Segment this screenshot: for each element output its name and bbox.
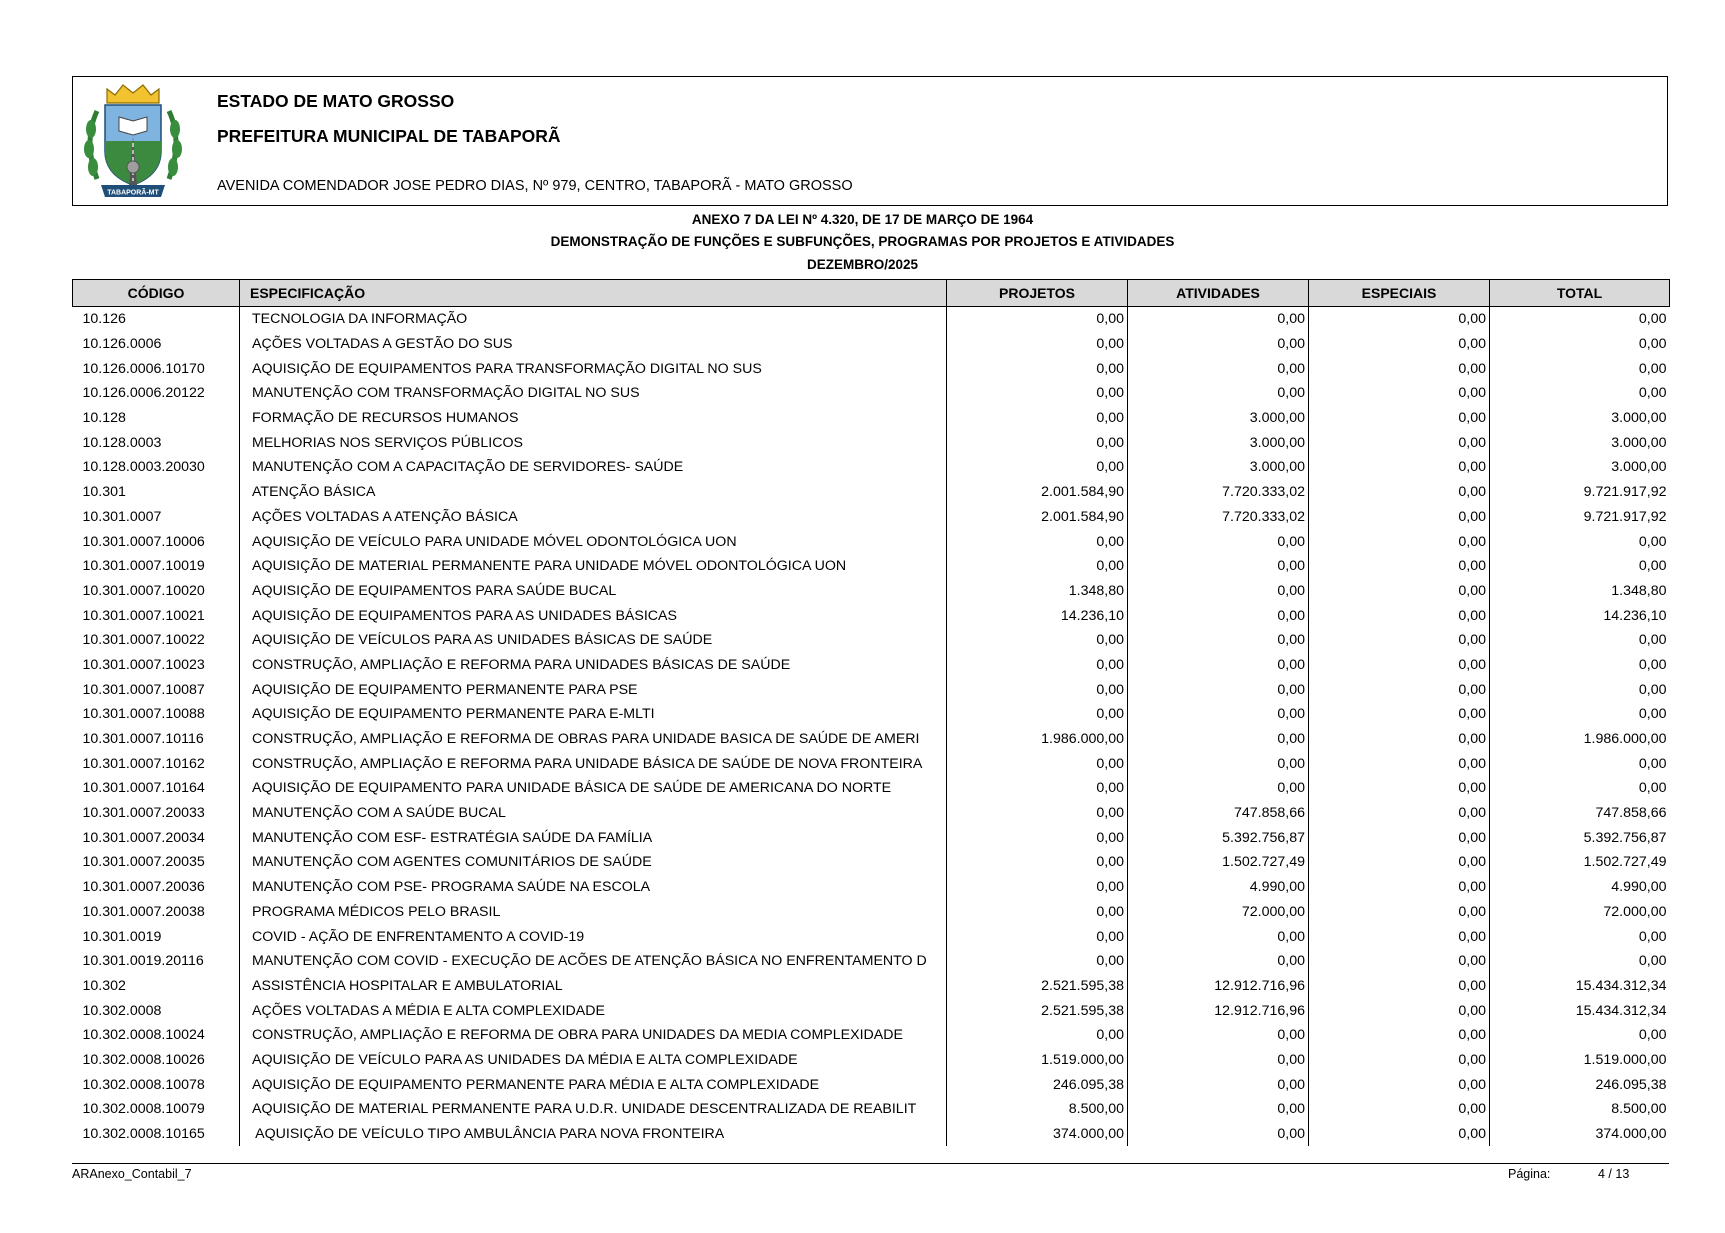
cell-total: 0,00 bbox=[1638, 755, 1667, 772]
table-row bbox=[73, 1122, 1670, 1147]
cell-activities: 3.000,00 bbox=[1128, 430, 1309, 455]
table-row bbox=[73, 727, 1670, 752]
state-name: ESTADO DE MATO GROSSO bbox=[217, 91, 455, 111]
table-row bbox=[73, 430, 1670, 455]
table-row bbox=[73, 1097, 1670, 1122]
cell-code: 10.301.0007.10023 bbox=[73, 653, 240, 678]
cell-code: 10.302.0008.10079 bbox=[73, 1097, 240, 1122]
cell-code: 10.301.0007.10088 bbox=[73, 702, 240, 727]
column-header-specification: ESPECIFICAÇÃO bbox=[240, 280, 947, 307]
cell-projects: 1.348,80 bbox=[947, 579, 1128, 604]
table-row bbox=[73, 850, 1670, 875]
table-row bbox=[73, 603, 1670, 628]
cell-activities: 0,00 bbox=[1128, 628, 1309, 653]
table-row bbox=[73, 677, 1670, 702]
cell-code: 10.301.0007.10019 bbox=[73, 554, 240, 579]
cell-special: 0,00 bbox=[1309, 875, 1490, 900]
cell-total: 0,00 bbox=[1638, 681, 1667, 698]
cell-code: 10.302.0008.10024 bbox=[73, 1023, 240, 1048]
cell-special: 0,00 bbox=[1309, 529, 1490, 554]
cell-projects: 0,00 bbox=[947, 356, 1128, 381]
cell-total: 3.000,00 bbox=[1611, 410, 1667, 427]
cell-projects: 0,00 bbox=[947, 850, 1128, 875]
table-row bbox=[73, 900, 1670, 925]
cell-activities: 0,00 bbox=[1128, 603, 1309, 628]
table-row bbox=[73, 332, 1670, 357]
municipal-coat-of-arms-icon bbox=[79, 81, 187, 201]
logo-banner-text: TABAPORÃ-MT bbox=[107, 189, 159, 197]
cell-code: 10.301.0007.10006 bbox=[73, 529, 240, 554]
cell-activities: 0,00 bbox=[1128, 1122, 1309, 1147]
cell-projects: 0,00 bbox=[947, 307, 1128, 332]
cell-activities: 0,00 bbox=[1128, 924, 1309, 949]
table-row bbox=[73, 825, 1670, 850]
cell-projects: 0,00 bbox=[947, 677, 1128, 702]
cell-specification: TECNOLOGIA DA INFORMAÇÃO bbox=[240, 307, 947, 332]
cell-special: 0,00 bbox=[1309, 974, 1490, 999]
cell-code: 10.301.0019 bbox=[73, 924, 240, 949]
cell-activities: 0,00 bbox=[1128, 727, 1309, 752]
cell-specification: AQUISIÇÃO DE VEÍCULOS PARA AS UNIDADES BÁSICAS DE SAÚDE bbox=[240, 628, 947, 653]
cell-specification: MELHORIAS NOS SERVIÇOS PÚBLICOS bbox=[240, 430, 947, 455]
table-header-row bbox=[73, 280, 1670, 307]
cell-special: 0,00 bbox=[1309, 1122, 1490, 1147]
cell-code: 10.301.0007.10116 bbox=[73, 727, 240, 752]
column-header-special: ESPECIAIS bbox=[1309, 280, 1490, 307]
cell-special: 0,00 bbox=[1309, 1072, 1490, 1097]
cell-total: 1.502.727,49 bbox=[1583, 854, 1667, 871]
cell-projects: 0,00 bbox=[947, 776, 1128, 801]
column-header-total: TOTAL bbox=[1490, 280, 1670, 307]
cell-specification: CONSTRUÇÃO, AMPLIAÇÃO E REFORMA DE OBRAS PARA UNIDADE BASICA DE SAÚDE DE AMERI bbox=[240, 727, 947, 752]
cell-code: 10.128 bbox=[73, 406, 240, 431]
cell-specification: AQUISIÇÃO DE MATERIAL PERMANENTE PARA UNIDADE MÓVEL ODONTOLÓGICA UON bbox=[240, 554, 947, 579]
table-row bbox=[73, 949, 1670, 974]
cell-specification: MANUTENÇÃO COM COVID - EXECUÇÃO DE ACÕES DE ATENÇÃO BÁSICA NO ENFRENTAMENTO D bbox=[240, 949, 947, 974]
cell-projects: 0,00 bbox=[947, 702, 1128, 727]
cell-special: 0,00 bbox=[1309, 1023, 1490, 1048]
cell-total: 14.236,10 bbox=[1603, 607, 1667, 624]
cell-specification: AQUISIÇÃO DE VEÍCULO TIPO AMBULÂNCIA PARA NOVA FRONTEIRA bbox=[240, 1122, 947, 1147]
prefecture-name: PREFEITURA MUNICIPAL DE TABAPORÃ bbox=[217, 126, 561, 146]
cell-code: 10.301.0007.10162 bbox=[73, 751, 240, 776]
cell-code: 10.301.0007 bbox=[73, 505, 240, 530]
cell-projects: 246.095,38 bbox=[947, 1072, 1128, 1097]
cell-code: 10.301.0007.20036 bbox=[73, 875, 240, 900]
cell-code: 10.301.0007.20034 bbox=[73, 825, 240, 850]
cell-code: 10.128.0003 bbox=[73, 430, 240, 455]
cell-special: 0,00 bbox=[1309, 825, 1490, 850]
footer-divider bbox=[72, 1163, 1669, 1164]
cell-special: 0,00 bbox=[1309, 702, 1490, 727]
cell-specification: MANUTENÇÃO COM TRANSFORMAÇÃO DIGITAL NO SUS bbox=[240, 381, 947, 406]
cell-projects: 2.521.595,38 bbox=[947, 998, 1128, 1023]
cell-code: 10.301.0007.10022 bbox=[73, 628, 240, 653]
cell-activities: 0,00 bbox=[1128, 776, 1309, 801]
table-row bbox=[73, 924, 1670, 949]
table-row bbox=[73, 1023, 1670, 1048]
cell-specification: ASSISTÊNCIA HOSPITALAR E AMBULATORIAL bbox=[240, 974, 947, 999]
table-row bbox=[73, 307, 1670, 332]
prefecture-address: AVENIDA COMENDADOR JOSE PEDRO DIAS, Nº 979, CENTRO, TABAPORÃ - MATO GROSSO bbox=[217, 178, 853, 194]
cell-specification: COVID - AÇÃO DE ENFRENTAMENTO A COVID-19 bbox=[240, 924, 947, 949]
cell-total: 0,00 bbox=[1638, 558, 1667, 575]
cell-code: 10.302.0008.10165 bbox=[73, 1122, 240, 1147]
cell-activities: 0,00 bbox=[1128, 1072, 1309, 1097]
cell-activities: 3.000,00 bbox=[1128, 406, 1309, 431]
cell-total: 0,00 bbox=[1638, 336, 1667, 353]
cell-activities: 0,00 bbox=[1128, 381, 1309, 406]
cell-special: 0,00 bbox=[1309, 801, 1490, 826]
table-row bbox=[73, 653, 1670, 678]
cell-total: 3.000,00 bbox=[1611, 434, 1667, 451]
cell-activities: 3.000,00 bbox=[1128, 455, 1309, 480]
cell-activities: 7.720.333,02 bbox=[1128, 505, 1309, 530]
cell-activities: 0,00 bbox=[1128, 1097, 1309, 1122]
cell-total: 0,00 bbox=[1638, 385, 1667, 402]
cell-special: 0,00 bbox=[1309, 900, 1490, 925]
cell-total: 0,00 bbox=[1638, 953, 1667, 970]
cell-projects: 1.519.000,00 bbox=[947, 1048, 1128, 1073]
cell-specification: FORMAÇÃO DE RECURSOS HUMANOS bbox=[240, 406, 947, 431]
page-label: Página: bbox=[1508, 1167, 1551, 1181]
cell-specification: CONSTRUÇÃO, AMPLIAÇÃO E REFORMA DE OBRA PARA UNIDADES DA MEDIA COMPLEXIDADE bbox=[240, 1023, 947, 1048]
cell-specification: AÇÕES VOLTADAS A GESTÃO DO SUS bbox=[240, 332, 947, 357]
table-row bbox=[73, 875, 1670, 900]
cell-activities: 747.858,66 bbox=[1128, 801, 1309, 826]
cell-special: 0,00 bbox=[1309, 998, 1490, 1023]
cell-projects: 0,00 bbox=[947, 1023, 1128, 1048]
table-row bbox=[73, 801, 1670, 826]
cell-special: 0,00 bbox=[1309, 332, 1490, 357]
cell-specification: MANUTENÇÃO COM A SAÚDE BUCAL bbox=[240, 801, 947, 826]
cell-code: 10.301.0007.10021 bbox=[73, 603, 240, 628]
cell-code: 10.126.0006.10170 bbox=[73, 356, 240, 381]
cell-activities: 12.912.716,96 bbox=[1128, 974, 1309, 999]
cell-specification: AQUISIÇÃO DE EQUIPAMENTO PERMANENTE PARA PSE bbox=[240, 677, 947, 702]
cell-specification: AQUISIÇÃO DE EQUIPAMENTO PERMANENTE PARA MÉDIA E ALTA COMPLEXIDADE bbox=[240, 1072, 947, 1097]
cell-specification: MANUTENÇÃO COM A CAPACITAÇÃO DE SERVIDORES- SAÚDE bbox=[240, 455, 947, 480]
cell-total: 246.095,38 bbox=[1595, 1076, 1667, 1093]
cell-projects: 0,00 bbox=[947, 455, 1128, 480]
cell-special: 0,00 bbox=[1309, 430, 1490, 455]
document-header bbox=[72, 76, 1668, 206]
cell-total: 0,00 bbox=[1638, 360, 1667, 377]
cell-projects: 2.001.584,90 bbox=[947, 480, 1128, 505]
cell-total: 3.000,00 bbox=[1611, 459, 1667, 476]
cell-activities: 7.720.333,02 bbox=[1128, 480, 1309, 505]
cell-special: 0,00 bbox=[1309, 603, 1490, 628]
cell-activities: 0,00 bbox=[1128, 554, 1309, 579]
report-title-description: DEMONSTRAÇÃO DE FUNÇÕES E SUBFUNÇÕES, PROGRAMAS POR PROJETOS E ATIVIDADES bbox=[550, 234, 1175, 249]
cell-projects: 0,00 bbox=[947, 381, 1128, 406]
cell-projects: 0,00 bbox=[947, 924, 1128, 949]
cell-projects: 0,00 bbox=[947, 529, 1128, 554]
cell-special: 0,00 bbox=[1309, 628, 1490, 653]
report-name: ARAnexo_Contabil_7 bbox=[72, 1167, 192, 1181]
table-row bbox=[73, 381, 1670, 406]
cell-special: 0,00 bbox=[1309, 1097, 1490, 1122]
cell-code: 10.128.0003.20030 bbox=[73, 455, 240, 480]
table-row bbox=[73, 702, 1670, 727]
functions-table bbox=[72, 279, 1670, 1146]
cell-activities: 1.502.727,49 bbox=[1128, 850, 1309, 875]
cell-specification: AÇÕES VOLTADAS A ATENÇÃO BÁSICA bbox=[240, 505, 947, 530]
cell-specification: AQUISIÇÃO DE EQUIPAMENTOS PARA SAÚDE BUCAL bbox=[240, 579, 947, 604]
cell-code: 10.302 bbox=[73, 974, 240, 999]
cell-projects: 0,00 bbox=[947, 825, 1128, 850]
table-row bbox=[73, 776, 1670, 801]
cell-projects: 14.236,10 bbox=[947, 603, 1128, 628]
cell-activities: 0,00 bbox=[1128, 307, 1309, 332]
cell-total: 1.348,80 bbox=[1611, 582, 1667, 599]
cell-projects: 8.500,00 bbox=[947, 1097, 1128, 1122]
cell-total: 0,00 bbox=[1638, 1027, 1667, 1044]
cell-special: 0,00 bbox=[1309, 455, 1490, 480]
cell-code: 10.302.0008 bbox=[73, 998, 240, 1023]
cell-code: 10.301.0007.20035 bbox=[73, 850, 240, 875]
cell-total: 0,00 bbox=[1638, 656, 1667, 673]
cell-total: 5.392.756,87 bbox=[1583, 829, 1667, 846]
cell-total: 9.721.917,92 bbox=[1583, 508, 1667, 525]
cell-total: 374.000,00 bbox=[1595, 1126, 1667, 1143]
cell-total: 4.990,00 bbox=[1611, 879, 1667, 896]
cell-special: 0,00 bbox=[1309, 776, 1490, 801]
cell-code: 10.301 bbox=[73, 480, 240, 505]
cell-total: 15.434.312,34 bbox=[1575, 977, 1667, 994]
column-header-projects: PROJETOS bbox=[947, 280, 1128, 307]
cell-total: 0,00 bbox=[1638, 632, 1667, 649]
cell-specification: MANUTENÇÃO COM ESF- ESTRATÉGIA SAÚDE DA FAMÍLIA bbox=[240, 825, 947, 850]
cell-special: 0,00 bbox=[1309, 727, 1490, 752]
cell-activities: 0,00 bbox=[1128, 1048, 1309, 1073]
cell-code: 10.301.0007.20038 bbox=[73, 900, 240, 925]
cell-activities: 0,00 bbox=[1128, 579, 1309, 604]
table-row bbox=[73, 1072, 1670, 1097]
cell-total: 0,00 bbox=[1638, 706, 1667, 723]
column-header-activities: ATIVIDADES bbox=[1128, 280, 1309, 307]
cell-activities: 5.392.756,87 bbox=[1128, 825, 1309, 850]
cell-code: 10.126.0006.20122 bbox=[73, 381, 240, 406]
cell-activities: 0,00 bbox=[1128, 332, 1309, 357]
cell-specification: AQUISIÇÃO DE VEÍCULO PARA AS UNIDADES DA MÉDIA E ALTA COMPLEXIDADE bbox=[240, 1048, 947, 1073]
cell-projects: 0,00 bbox=[947, 949, 1128, 974]
cell-total: 0,00 bbox=[1638, 928, 1667, 945]
cell-projects: 0,00 bbox=[947, 653, 1128, 678]
cell-activities: 0,00 bbox=[1128, 356, 1309, 381]
cell-special: 0,00 bbox=[1309, 554, 1490, 579]
table-row bbox=[73, 1048, 1670, 1073]
cell-activities: 0,00 bbox=[1128, 1023, 1309, 1048]
cell-projects: 0,00 bbox=[947, 554, 1128, 579]
cell-activities: 4.990,00 bbox=[1128, 875, 1309, 900]
table-row bbox=[73, 529, 1670, 554]
cell-total: 0,00 bbox=[1638, 311, 1667, 328]
cell-total: 0,00 bbox=[1638, 533, 1667, 550]
cell-specification: AQUISIÇÃO DE EQUIPAMENTOS PARA TRANSFORMAÇÃO DIGITAL NO SUS bbox=[240, 356, 947, 381]
cell-projects: 0,00 bbox=[947, 332, 1128, 357]
cell-activities: 0,00 bbox=[1128, 653, 1309, 678]
report-title-law: ANEXO 7 DA LEI Nº 4.320, DE 17 DE MARÇO DE 1964 bbox=[691, 212, 1034, 227]
cell-special: 0,00 bbox=[1309, 505, 1490, 530]
cell-activities: 12.912.716,96 bbox=[1128, 998, 1309, 1023]
cell-code: 10.301.0019.20116 bbox=[73, 949, 240, 974]
cell-code: 10.126.0006 bbox=[73, 332, 240, 357]
table-row bbox=[73, 579, 1670, 604]
cell-projects: 2.001.584,90 bbox=[947, 505, 1128, 530]
cell-specification: AÇÕES VOLTADAS A MÉDIA E ALTA COMPLEXIDADE bbox=[240, 998, 947, 1023]
cell-activities: 0,00 bbox=[1128, 702, 1309, 727]
cell-code: 10.126 bbox=[73, 307, 240, 332]
table-row bbox=[73, 751, 1670, 776]
page-number: 4 / 13 bbox=[1598, 1167, 1630, 1181]
table-row bbox=[73, 505, 1670, 530]
cell-total: 1.519.000,00 bbox=[1583, 1051, 1667, 1068]
table-row bbox=[73, 480, 1670, 505]
cell-activities: 0,00 bbox=[1128, 529, 1309, 554]
cell-specification: AQUISIÇÃO DE MATERIAL PERMANENTE PARA U.D.R. UNIDADE DESCENTRALIZADA DE REABILIT bbox=[240, 1097, 947, 1122]
column-header-code: CÓDIGO bbox=[73, 280, 240, 307]
cell-projects: 0,00 bbox=[947, 628, 1128, 653]
cell-code: 10.301.0007.10020 bbox=[73, 579, 240, 604]
cell-total: 8.500,00 bbox=[1611, 1101, 1667, 1118]
table-row bbox=[73, 356, 1670, 381]
cell-code: 10.301.0007.10087 bbox=[73, 677, 240, 702]
table-body bbox=[73, 307, 1670, 1147]
cell-activities: 0,00 bbox=[1128, 949, 1309, 974]
cell-code: 10.301.0007.20033 bbox=[73, 801, 240, 826]
cell-specification: CONSTRUÇÃO, AMPLIAÇÃO E REFORMA PARA UNIDADE BÁSICA DE SAÚDE DE NOVA FRONTEIRA bbox=[240, 751, 947, 776]
cell-specification: AQUISIÇÃO DE VEÍCULO PARA UNIDADE MÓVEL ODONTOLÓGICA UON bbox=[240, 529, 947, 554]
table-row bbox=[73, 455, 1670, 480]
report-period: DEZEMBRO/2025 bbox=[806, 257, 919, 272]
cell-projects: 0,00 bbox=[947, 430, 1128, 455]
cell-special: 0,00 bbox=[1309, 949, 1490, 974]
cell-specification: PROGRAMA MÉDICOS PELO BRASIL bbox=[240, 900, 947, 925]
table-row bbox=[73, 554, 1670, 579]
cell-special: 0,00 bbox=[1309, 307, 1490, 332]
cell-total: 0,00 bbox=[1638, 780, 1667, 797]
cell-code: 10.302.0008.10078 bbox=[73, 1072, 240, 1097]
cell-total: 747.858,66 bbox=[1595, 805, 1667, 822]
cell-specification: AQUISIÇÃO DE EQUIPAMENTO PARA UNIDADE BÁSICA DE SAÚDE DE AMERICANA DO NORTE bbox=[240, 776, 947, 801]
table-row bbox=[73, 998, 1670, 1023]
cell-special: 0,00 bbox=[1309, 653, 1490, 678]
cell-special: 0,00 bbox=[1309, 751, 1490, 776]
cell-projects: 0,00 bbox=[947, 875, 1128, 900]
cell-total: 15.434.312,34 bbox=[1575, 1002, 1667, 1019]
cell-activities: 72.000,00 bbox=[1128, 900, 1309, 925]
cell-total: 9.721.917,92 bbox=[1583, 484, 1667, 501]
cell-specification: MANUTENÇÃO COM PSE- PROGRAMA SAÚDE NA ESCOLA bbox=[240, 875, 947, 900]
cell-activities: 0,00 bbox=[1128, 677, 1309, 702]
cell-code: 10.301.0007.10164 bbox=[73, 776, 240, 801]
cell-projects: 0,00 bbox=[947, 406, 1128, 431]
cell-special: 0,00 bbox=[1309, 480, 1490, 505]
cell-total: 72.000,00 bbox=[1603, 903, 1667, 920]
table-row bbox=[73, 974, 1670, 999]
cell-projects: 374.000,00 bbox=[947, 1122, 1128, 1147]
cell-projects: 2.521.595,38 bbox=[947, 974, 1128, 999]
table-row bbox=[73, 628, 1670, 653]
cell-total: 1.986.000,00 bbox=[1583, 731, 1667, 748]
cell-special: 0,00 bbox=[1309, 924, 1490, 949]
cell-specification: MANUTENÇÃO COM AGENTES COMUNITÁRIOS DE SAÚDE bbox=[240, 850, 947, 875]
cell-projects: 0,00 bbox=[947, 801, 1128, 826]
cell-special: 0,00 bbox=[1309, 356, 1490, 381]
cell-specification: CONSTRUÇÃO, AMPLIAÇÃO E REFORMA PARA UNIDADES BÁSICAS DE SAÚDE bbox=[240, 653, 947, 678]
cell-code: 10.302.0008.10026 bbox=[73, 1048, 240, 1073]
cell-specification: AQUISIÇÃO DE EQUIPAMENTO PERMANENTE PARA E-MLTI bbox=[240, 702, 947, 727]
cell-special: 0,00 bbox=[1309, 1048, 1490, 1073]
cell-activities: 0,00 bbox=[1128, 751, 1309, 776]
cell-projects: 0,00 bbox=[947, 900, 1128, 925]
cell-specification: ATENÇÃO BÁSICA bbox=[240, 480, 947, 505]
cell-special: 0,00 bbox=[1309, 381, 1490, 406]
cell-projects: 1.986.000,00 bbox=[947, 727, 1128, 752]
cell-projects: 0,00 bbox=[947, 751, 1128, 776]
cell-special: 0,00 bbox=[1309, 677, 1490, 702]
cell-special: 0,00 bbox=[1309, 579, 1490, 604]
cell-special: 0,00 bbox=[1309, 406, 1490, 431]
cell-specification: AQUISIÇÃO DE EQUIPAMENTOS PARA AS UNIDADES BÁSICAS bbox=[240, 603, 947, 628]
cell-special: 0,00 bbox=[1309, 850, 1490, 875]
table-row bbox=[73, 406, 1670, 431]
